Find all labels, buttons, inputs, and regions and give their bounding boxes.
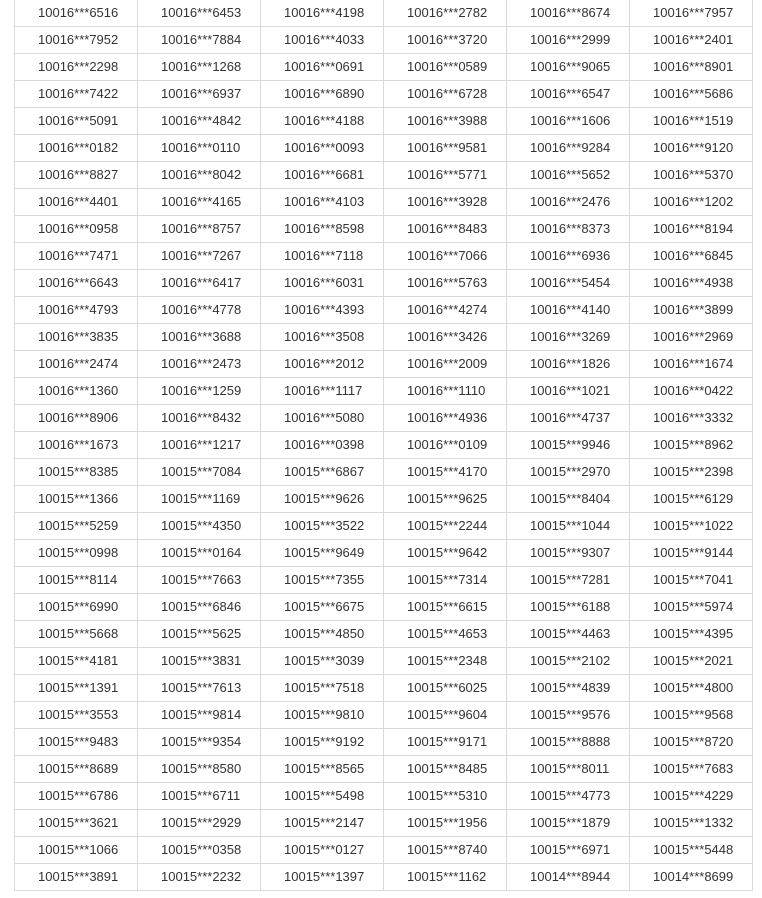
- table-cell: 10015***6786: [15, 782, 138, 809]
- table-cell: 10016***5763: [384, 269, 507, 296]
- table-cell: 10016***7118: [261, 242, 384, 269]
- table-cell: 10015***2102: [507, 647, 630, 674]
- table-cell: 10016***1021: [507, 377, 630, 404]
- table-cell: 10015***0998: [15, 539, 138, 566]
- table-cell: 10015***6846: [138, 593, 261, 620]
- table-row: [15, 485, 753, 512]
- table-cell: 10016***1259: [138, 377, 261, 404]
- table-cell: 10016***2012: [261, 350, 384, 377]
- table-cell: 10016***6845: [630, 242, 753, 269]
- table-cell: 10015***3553: [15, 701, 138, 728]
- table-cell: 10016***3720: [384, 26, 507, 53]
- table-cell: 10016***5080: [261, 404, 384, 431]
- table-cell: 10016***4793: [15, 296, 138, 323]
- table-cell: 10015***7355: [261, 566, 384, 593]
- table-row: [15, 134, 753, 161]
- table-cell: 10016***8194: [630, 215, 753, 242]
- table-cell: 10016***1606: [507, 107, 630, 134]
- table-cell: 10015***6867: [261, 458, 384, 485]
- table-cell: 10016***1202: [630, 188, 753, 215]
- table-cell: 10016***1674: [630, 350, 753, 377]
- table-cell: 10016***9284: [507, 134, 630, 161]
- table-cell: 10015***1879: [507, 809, 630, 836]
- table-cell: 10016***6547: [507, 80, 630, 107]
- table-row: [15, 269, 753, 296]
- table-cell: 10016***7267: [138, 242, 261, 269]
- table-cell: 10015***6711: [138, 782, 261, 809]
- table-cell: 10016***5652: [507, 161, 630, 188]
- table-cell: 10016***5686: [630, 80, 753, 107]
- table-cell: 10016***4778: [138, 296, 261, 323]
- table-cell: 10016***5771: [384, 161, 507, 188]
- table-cell: 10016***4842: [138, 107, 261, 134]
- table-cell: 10016***8674: [507, 0, 630, 26]
- table-cell: 10015***9810: [261, 701, 384, 728]
- table-cell: 10015***4350: [138, 512, 261, 539]
- table-row: [15, 593, 753, 620]
- table-cell: 10016***0422: [630, 377, 753, 404]
- table-cell: 10015***1397: [261, 863, 384, 890]
- table-cell: 10015***3831: [138, 647, 261, 674]
- table-cell: 10016***6936: [507, 242, 630, 269]
- table-cell: 10015***4170: [384, 458, 507, 485]
- table-row: [15, 512, 753, 539]
- table-cell: 10015***8565: [261, 755, 384, 782]
- table-cell: 10015***2147: [261, 809, 384, 836]
- table-cell: 10016***9581: [384, 134, 507, 161]
- table-cell: 10016***7066: [384, 242, 507, 269]
- table-row: [15, 728, 753, 755]
- table-cell: 10016***0691: [261, 53, 384, 80]
- table-cell: 10015***8888: [507, 728, 630, 755]
- table-row: [15, 809, 753, 836]
- table-cell: 10015***3522: [261, 512, 384, 539]
- table-row: [15, 836, 753, 863]
- table-cell: 10016***4936: [384, 404, 507, 431]
- table-cell: 10015***5668: [15, 620, 138, 647]
- table-cell: 10016***6643: [15, 269, 138, 296]
- table-cell: 10015***9649: [261, 539, 384, 566]
- table-cell: 10015***6188: [507, 593, 630, 620]
- table-cell: 10015***6615: [384, 593, 507, 620]
- table-cell: 10015***0127: [261, 836, 384, 863]
- table-cell: 10016***1826: [507, 350, 630, 377]
- table-cell: 10015***4463: [507, 620, 630, 647]
- table-cell: 10015***4773: [507, 782, 630, 809]
- table-cell: 10016***2473: [138, 350, 261, 377]
- table-cell: 10016***8042: [138, 161, 261, 188]
- table-cell: 10015***4653: [384, 620, 507, 647]
- table-cell: 10016***4737: [507, 404, 630, 431]
- table-cell: 10015***9354: [138, 728, 261, 755]
- table-cell: 10016***3426: [384, 323, 507, 350]
- table-cell: 10015***9946: [507, 431, 630, 458]
- table-cell: 10016***0589: [384, 53, 507, 80]
- table-cell: 10015***5498: [261, 782, 384, 809]
- table-cell: 10016***1268: [138, 53, 261, 80]
- table-cell: 10015***7613: [138, 674, 261, 701]
- table-cell: 10015***4181: [15, 647, 138, 674]
- table-cell: 10016***4103: [261, 188, 384, 215]
- table-row: [15, 701, 753, 728]
- table-cell: 10015***0358: [138, 836, 261, 863]
- table-cell: 10016***4938: [630, 269, 753, 296]
- table-cell: 10015***3039: [261, 647, 384, 674]
- table-cell: 10016***9120: [630, 134, 753, 161]
- table-cell: 10016***0110: [138, 134, 261, 161]
- table-cell: 10015***9307: [507, 539, 630, 566]
- table-row: [15, 620, 753, 647]
- table-cell: 10016***4401: [15, 188, 138, 215]
- table-cell: 10016***5091: [15, 107, 138, 134]
- table-cell: 10016***6031: [261, 269, 384, 296]
- table-cell: 10015***6129: [630, 485, 753, 512]
- table-cell: 10015***5974: [630, 593, 753, 620]
- table-row: [15, 566, 753, 593]
- table-cell: 10015***1162: [384, 863, 507, 890]
- table-row: [15, 0, 753, 26]
- table-row: [15, 350, 753, 377]
- table-cell: 10016***7952: [15, 26, 138, 53]
- table-cell: 10015***9568: [630, 701, 753, 728]
- table-cell: 10015***9604: [384, 701, 507, 728]
- table-cell: 10016***3899: [630, 296, 753, 323]
- table-cell: 10016***8757: [138, 215, 261, 242]
- table-cell: 10015***7518: [261, 674, 384, 701]
- table-cell: 10016***4033: [261, 26, 384, 53]
- table-cell: 10015***6990: [15, 593, 138, 620]
- table-row: [15, 107, 753, 134]
- table-cell: 10016***8901: [630, 53, 753, 80]
- table-row: [15, 80, 753, 107]
- table-cell: 10015***9192: [261, 728, 384, 755]
- table-cell: 10015***2348: [384, 647, 507, 674]
- table-cell: 10016***0109: [384, 431, 507, 458]
- table-cell: 10016***9065: [507, 53, 630, 80]
- table-cell: 10016***5454: [507, 269, 630, 296]
- table-cell: 10015***2929: [138, 809, 261, 836]
- table-cell: 10016***3988: [384, 107, 507, 134]
- table-cell: 10015***5448: [630, 836, 753, 863]
- table-row: [15, 458, 753, 485]
- table-cell: 10015***8962: [630, 431, 753, 458]
- table-cell: 10015***9625: [384, 485, 507, 512]
- table-row: [15, 188, 753, 215]
- table-row: [15, 782, 753, 809]
- table-row: [15, 647, 753, 674]
- table-cell: 10015***2232: [138, 863, 261, 890]
- table-cell: 10016***6728: [384, 80, 507, 107]
- table-cell: 10016***4165: [138, 188, 261, 215]
- number-table: [14, 0, 753, 891]
- table-cell: 10015***9171: [384, 728, 507, 755]
- table-cell: 10015***5259: [15, 512, 138, 539]
- table-cell: 10015***8580: [138, 755, 261, 782]
- table-cell: 10015***5625: [138, 620, 261, 647]
- table-cell: 10016***0958: [15, 215, 138, 242]
- table-cell: 10016***1110: [384, 377, 507, 404]
- table-cell: 10015***2244: [384, 512, 507, 539]
- table-cell: 10016***2474: [15, 350, 138, 377]
- table-cell: 10015***1391: [15, 674, 138, 701]
- table-cell: 10016***0182: [15, 134, 138, 161]
- table-row: [15, 323, 753, 350]
- table-cell: 10015***4800: [630, 674, 753, 701]
- table-cell: 10016***7957: [630, 0, 753, 26]
- table-cell: 10016***2298: [15, 53, 138, 80]
- table-cell: 10016***2401: [630, 26, 753, 53]
- number-table-body: [15, 0, 753, 890]
- table-cell: 10015***8114: [15, 566, 138, 593]
- table-cell: 10016***3835: [15, 323, 138, 350]
- table-row: [15, 404, 753, 431]
- table-cell: 10015***8485: [384, 755, 507, 782]
- table-cell: 10016***8432: [138, 404, 261, 431]
- table-cell: 10015***7281: [507, 566, 630, 593]
- table-row: [15, 377, 753, 404]
- table-cell: 10016***6681: [261, 161, 384, 188]
- table-cell: 10016***1673: [15, 431, 138, 458]
- table-cell: 10015***1956: [384, 809, 507, 836]
- table-cell: 10016***8483: [384, 215, 507, 242]
- table-cell: 10015***3891: [15, 863, 138, 890]
- table-cell: 10015***6025: [384, 674, 507, 701]
- table-cell: 10016***0093: [261, 134, 384, 161]
- table-cell: 10016***6417: [138, 269, 261, 296]
- table-cell: 10015***1366: [15, 485, 138, 512]
- table-cell: 10015***4395: [630, 620, 753, 647]
- table-cell: 10015***8740: [384, 836, 507, 863]
- table-cell: 10015***2021: [630, 647, 753, 674]
- table-cell: 10016***3269: [507, 323, 630, 350]
- table-cell: 10016***6516: [15, 0, 138, 26]
- table-cell: 10016***8373: [507, 215, 630, 242]
- table-cell: 10015***7084: [138, 458, 261, 485]
- table-cell: 10015***4850: [261, 620, 384, 647]
- table-cell: 10015***2970: [507, 458, 630, 485]
- table-cell: 10016***6890: [261, 80, 384, 107]
- table-row: [15, 53, 753, 80]
- table-cell: 10015***9814: [138, 701, 261, 728]
- table-cell: 10015***6675: [261, 593, 384, 620]
- table-cell: 10016***6453: [138, 0, 261, 26]
- table-cell: 10015***7314: [384, 566, 507, 593]
- table-cell: 10015***7663: [138, 566, 261, 593]
- table-cell: 10016***2476: [507, 188, 630, 215]
- table-cell: 10016***7471: [15, 242, 138, 269]
- table-cell: 10014***8944: [507, 863, 630, 890]
- table-cell: 10016***5370: [630, 161, 753, 188]
- table-row: [15, 161, 753, 188]
- table-cell: 10015***1332: [630, 809, 753, 836]
- table-cell: 10016***1217: [138, 431, 261, 458]
- table-cell: 10016***0398: [261, 431, 384, 458]
- table-row: [15, 26, 753, 53]
- table-cell: 10016***4274: [384, 296, 507, 323]
- table-cell: 10014***8699: [630, 863, 753, 890]
- table-cell: 10015***8385: [15, 458, 138, 485]
- table-cell: 10015***4229: [630, 782, 753, 809]
- table-cell: 10016***2782: [384, 0, 507, 26]
- table-row: [15, 296, 753, 323]
- table-cell: 10016***1117: [261, 377, 384, 404]
- table-cell: 10015***0164: [138, 539, 261, 566]
- table-cell: 10016***7422: [15, 80, 138, 107]
- table-row: [15, 674, 753, 701]
- table-cell: 10016***4140: [507, 296, 630, 323]
- table-cell: 10016***2969: [630, 323, 753, 350]
- table-cell: 10015***1066: [15, 836, 138, 863]
- table-cell: 10016***8906: [15, 404, 138, 431]
- table-cell: 10016***2009: [384, 350, 507, 377]
- table-row: [15, 242, 753, 269]
- table-cell: 10015***7683: [630, 755, 753, 782]
- table-row: [15, 863, 753, 890]
- table-cell: 10015***8689: [15, 755, 138, 782]
- table-cell: 10016***3508: [261, 323, 384, 350]
- table-cell: 10015***3621: [15, 809, 138, 836]
- table-cell: 10016***1360: [15, 377, 138, 404]
- table-cell: 10016***3928: [384, 188, 507, 215]
- table-cell: 10015***7041: [630, 566, 753, 593]
- table-cell: 10015***9626: [261, 485, 384, 512]
- table-cell: 10016***6937: [138, 80, 261, 107]
- table-cell: 10015***8011: [507, 755, 630, 782]
- table-cell: 10016***4198: [261, 0, 384, 26]
- table-cell: 10015***8404: [507, 485, 630, 512]
- table-cell: 10015***1022: [630, 512, 753, 539]
- table-cell: 10015***2398: [630, 458, 753, 485]
- table-cell: 10016***3332: [630, 404, 753, 431]
- table-cell: 10016***3688: [138, 323, 261, 350]
- table-cell: 10015***9642: [384, 539, 507, 566]
- table-cell: 10016***8598: [261, 215, 384, 242]
- table-cell: 10015***8720: [630, 728, 753, 755]
- table-row: [15, 539, 753, 566]
- table-cell: 10016***8827: [15, 161, 138, 188]
- table-cell: 10015***4839: [507, 674, 630, 701]
- table-cell: 10015***1044: [507, 512, 630, 539]
- table-cell: 10016***4188: [261, 107, 384, 134]
- table-cell: 10015***6971: [507, 836, 630, 863]
- table-cell: 10015***5310: [384, 782, 507, 809]
- table-cell: 10016***1519: [630, 107, 753, 134]
- table-cell: 10016***4393: [261, 296, 384, 323]
- table-cell: 10015***1169: [138, 485, 261, 512]
- table-cell: 10015***9483: [15, 728, 138, 755]
- table-cell: 10015***9576: [507, 701, 630, 728]
- table-row: [15, 755, 753, 782]
- table-cell: 10015***9144: [630, 539, 753, 566]
- table-cell: 10016***7884: [138, 26, 261, 53]
- table-row: [15, 431, 753, 458]
- table-row: [15, 215, 753, 242]
- table-cell: 10016***2999: [507, 26, 630, 53]
